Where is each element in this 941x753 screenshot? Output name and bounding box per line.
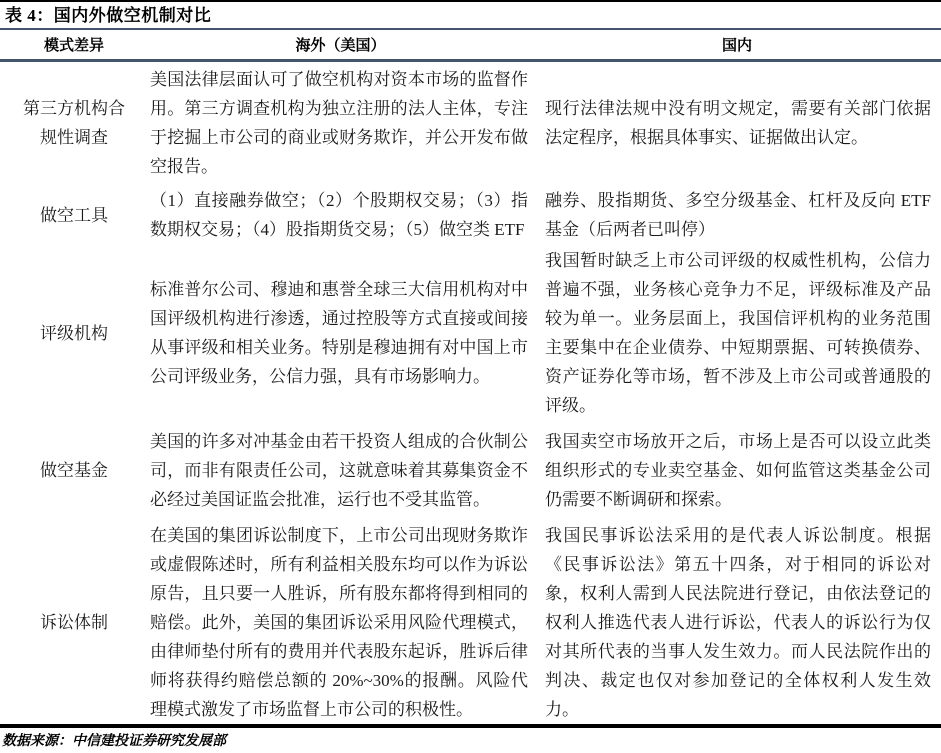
domestic-cell: 我国卖空市场放开之后，市场上是否可以设立此类组织形式的专业卖空基金、如何监管这类基金公司仍需要不断调研和探索。: [545, 431, 931, 509]
row-label-third-party-investigation: 第三方机构合规性调查: [23, 99, 125, 147]
table-row: [0, 246, 941, 420]
domestic-cell: 现行法律法规中没有明文规定，需要有关部门依据法定程序，根据具体事实、证据做出认定。: [545, 99, 931, 147]
row-label-litigation-system: 诉讼体制: [40, 612, 108, 632]
table-row: [0, 62, 941, 184]
table-row: [0, 420, 941, 520]
row-label-short-selling-tools: 做空工具: [40, 205, 108, 225]
domestic-cell: 融券、股指期货、多空分级基金、杠杆及反向 ETF 基金（后两者已叫停）: [545, 191, 931, 239]
table-row: [0, 520, 941, 724]
overseas-cell: 在美国的集团诉讼制度下，上市公司出现财务欺诈或虚假陈述时，所有利益相关股东均可以作为诉讼原告，且只要一人胜诉，所有股东都将得到相同的赔偿。此外，美国的集团诉讼采用风险代理模式，由律师垫付所有的费用并代表股东起诉，胜诉后律师将获得约赔偿总额的 20%~30%的报酬。风险代理模式激发了市场监督上市公司的积极性。: [150, 525, 528, 719]
overseas-cell: 美国法律层面认可了做空机构对资本市场的监督作用。第三方调查机构为独立注册的法人主体，专注于挖掘上市公司的商业或财务欺诈，并公开发布做空报告。: [150, 70, 528, 176]
table-row: [0, 184, 941, 246]
table-body: [0, 62, 941, 724]
domestic-cell: 我国民事诉讼法采用的是代表人诉讼制度。根据《民事诉讼法》第五十四条，对于相同的诉讼对象，权利人需到人民法院进行登记，由依法登记的权利人推选代表人进行诉讼，代表人的诉讼行为仅对其所代表的当事人发生效力。而人民法院作出的判决、裁定也仅对参加登记的全体权利人发生效力。: [545, 525, 931, 719]
table-header-row: [0, 30, 941, 59]
overseas-cell: 标准普尔公司、穆迪和惠誉全球三大信用机构对中国评级机构进行渗透，通过控股等方式直接或间接从事评级和相关业务。特别是穆迪拥有对中国上市公司评级业务，公信力强，具有市场影响力。: [150, 280, 528, 386]
table-title: 表 4：国内外做空机制对比: [5, 6, 212, 25]
overseas-cell: 美国的许多对冲基金由若干投资人组成的合伙制公司，而非有限责任公司，这就意味着其募集资金不必经过美国证监会批准，运行也不受其监管。: [150, 431, 528, 509]
row-label-short-selling-funds: 做空基金: [40, 460, 108, 480]
column-header-mode-difference: 模式差异: [43, 38, 104, 54]
column-header-overseas-usa: 海外（美国）: [295, 38, 386, 54]
data-source: 数据来源：中信建投证券研究发展部: [2, 734, 226, 749]
overseas-cell: （1）直接融券做空；（2）个股期权交易；（3）指数期权交易；（4）股指期货交易；（5）做空类 ETF: [150, 191, 528, 239]
row-label-rating-agencies: 评级机构: [40, 323, 108, 343]
column-header-domestic: 国内: [721, 38, 752, 54]
domestic-cell: 我国暂时缺乏上市公司评级的权威性机构，公信力普遍不强，业务核心竞争力不足，评级标准及产品较为单一。业务层面上，我国信评机构的业务范围主要集中在企业债券、中短期票据、可转换债券、资产证券化等市场，暂不涉及上市公司或普通股的评级。: [545, 251, 931, 415]
